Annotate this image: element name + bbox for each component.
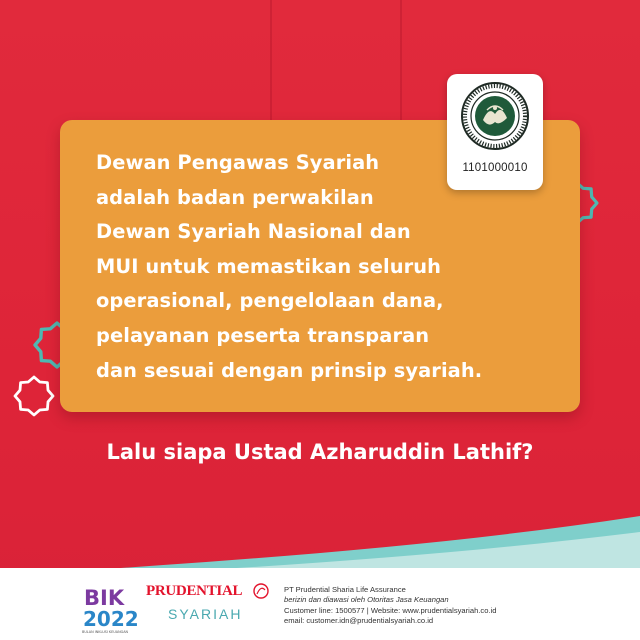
prudential-logo-text: PRUDENTIAL <box>146 583 243 599</box>
bik-year: 2022 <box>83 607 139 631</box>
company-info-line: berizin dan diawasi oleh Otoritas Jasa Keuangan <box>284 595 449 605</box>
company-info <box>284 585 584 627</box>
question-heading: Lalu siapa Ustad Azharuddin Lathif? <box>106 440 534 464</box>
info-line: pelayanan peserta transparan <box>96 323 430 347</box>
dsn-mui-seal-icon <box>459 80 531 152</box>
bik-letters: BIK <box>84 586 125 610</box>
company-info-line: PT Prudential Sharia Life Assurance <box>284 585 406 594</box>
company-info-line: email: customer.idn@prudentialsyariah.co.id <box>284 616 434 626</box>
bik-tagline: BULAN INKLUSI KEUANGAN <box>82 630 129 634</box>
background-fold-line <box>400 0 402 120</box>
company-info-line: Customer line: 1500577 | Website: www.prudentialsyariah.co.id <box>284 605 497 615</box>
prudence-head-icon <box>250 580 272 602</box>
info-line: dan sesuai dengan prinsip syariah. <box>96 358 483 382</box>
bik-2022-logo <box>78 583 142 635</box>
info-line: Dewan Pengawas Syariah <box>96 151 380 174</box>
star-outline-icon <box>10 372 58 420</box>
info-line: MUI untuk memastikan seluruh <box>96 254 442 278</box>
certificate-badge <box>447 74 543 190</box>
info-line: adalah badan perwakilan <box>96 185 374 209</box>
info-line: operasional, pengelolaan dana, <box>96 289 444 313</box>
certificate-number: 1101000010 <box>462 162 528 174</box>
syariah-label: SYARIAH <box>168 606 243 622</box>
background-fold-line <box>270 0 272 120</box>
info-line: Dewan Syariah Nasional dan <box>96 220 411 244</box>
